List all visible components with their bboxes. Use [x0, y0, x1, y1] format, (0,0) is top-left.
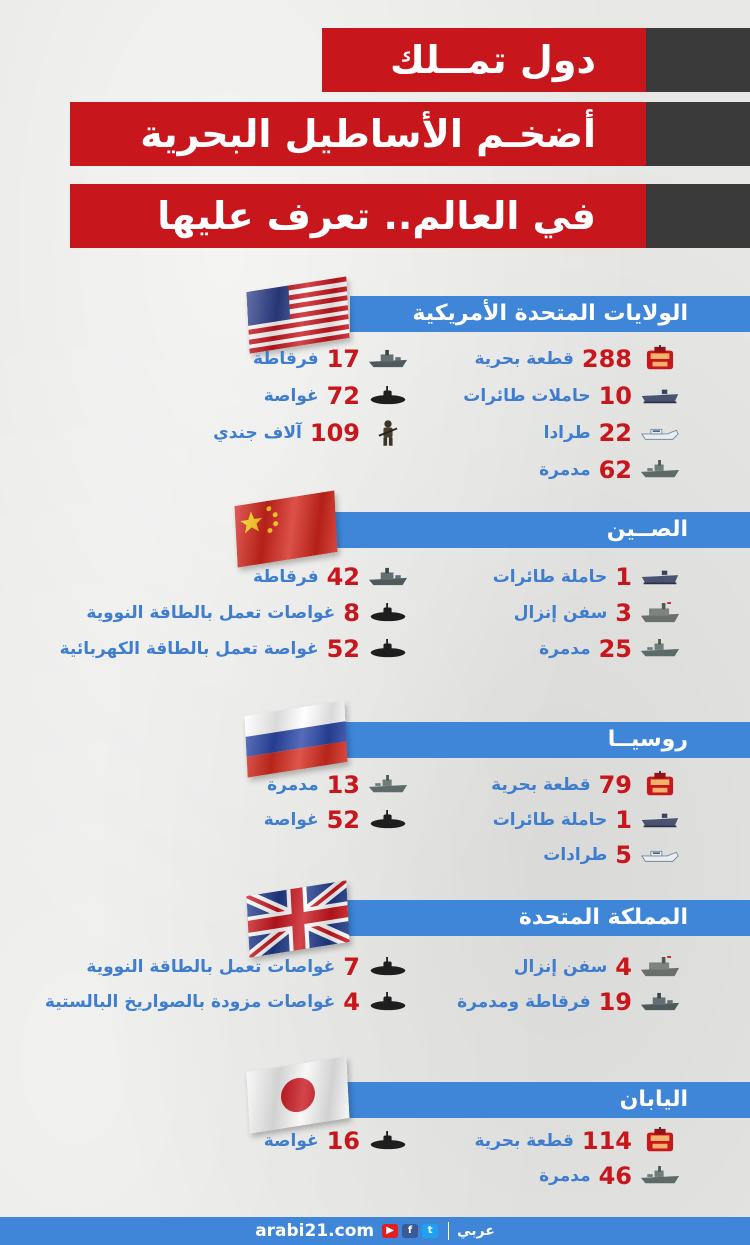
section-japan	[0, 1062, 750, 1202]
title-bar-accent	[646, 184, 750, 248]
stat-number: 3	[615, 599, 632, 627]
stat-label: طرادا	[543, 423, 591, 443]
section-usa	[0, 278, 750, 484]
stat-item	[543, 840, 682, 870]
stat-item	[539, 634, 682, 664]
title-bar-1	[322, 28, 750, 92]
destroyer-icon	[366, 770, 410, 800]
title-bar-3	[70, 184, 750, 248]
footer-bar	[0, 1217, 750, 1245]
stat-label: فرقاطة	[253, 349, 319, 369]
destroyer-icon	[638, 455, 682, 485]
stat-label: غواصات تعمل بالطاقة النووية	[86, 603, 336, 623]
site-url[interactable]: arabi21.com	[255, 1221, 375, 1241]
ship-front-icon	[638, 344, 682, 374]
stat-number: 79	[598, 771, 632, 799]
uk-flag-icon	[246, 880, 349, 957]
stat-item	[457, 987, 682, 1017]
stat-item	[474, 344, 682, 374]
stat-item	[253, 344, 410, 374]
stat-label: مدمرة	[267, 775, 319, 795]
stat-label: آلاف جندي	[213, 423, 302, 443]
youtube-icon[interactable]: ▶	[382, 1224, 398, 1238]
submarine-icon	[366, 1126, 410, 1156]
country-banner-uk: المملكة المتحدة	[330, 900, 750, 936]
aircraft-carrier-icon	[638, 562, 682, 592]
stat-label: سفن إنزال	[513, 603, 608, 623]
stat-item	[86, 952, 410, 982]
stat-number: 62	[598, 456, 632, 484]
japan-flag-icon	[246, 1056, 349, 1133]
stat-label: مدمرة	[539, 460, 591, 480]
stat-item	[514, 952, 682, 982]
stat-item	[213, 418, 410, 448]
country-banner-russia: روسيــا	[330, 722, 750, 758]
title-bar-accent	[646, 102, 750, 166]
stat-number: 4	[343, 988, 360, 1016]
stat-item	[491, 770, 682, 800]
title-bar-accent	[646, 28, 750, 92]
stat-label: غواصات مزودة بالصواريخ البالستية	[44, 992, 336, 1012]
stat-number: 10	[598, 382, 632, 410]
stat-label: غواصة تعمل بالطاقة الكهربائية	[59, 639, 319, 659]
country-banner-china: الصــين	[330, 512, 750, 548]
stat-item	[493, 805, 682, 835]
aircraft-carrier-icon	[638, 805, 682, 835]
stat-label: غواصة	[263, 386, 319, 406]
soldier-icon	[366, 418, 410, 448]
stat-item	[463, 381, 682, 411]
stat-number: 109	[309, 419, 360, 447]
stat-number: 114	[581, 1127, 632, 1155]
landing-ship-icon	[638, 952, 682, 982]
usa-flag-icon	[246, 276, 349, 353]
title-line-3: في العالم.. تعرف عليها	[70, 184, 646, 248]
frigate-icon	[366, 562, 410, 592]
submarine-icon	[366, 805, 410, 835]
footer-divider	[448, 1222, 449, 1240]
stat-number: 7	[343, 953, 360, 981]
cruiser-icon	[638, 840, 682, 870]
submarine-icon	[366, 634, 410, 664]
stat-number: 4	[615, 953, 632, 981]
cruiser-icon	[638, 418, 682, 448]
stat-item	[539, 1161, 682, 1191]
ship-front-icon	[638, 1126, 682, 1156]
brand-logo: عربي	[457, 1223, 495, 1239]
ship-front-icon	[638, 770, 682, 800]
stat-number: 46	[598, 1162, 632, 1190]
submarine-icon	[366, 381, 410, 411]
destroyer-icon	[638, 634, 682, 664]
stat-number: 25	[598, 635, 632, 663]
stat-item	[544, 418, 682, 448]
stat-item	[264, 1126, 410, 1156]
submarine-icon	[366, 952, 410, 982]
stat-number: 16	[326, 1127, 360, 1155]
stat-number: 1	[615, 563, 632, 591]
section-china	[0, 496, 750, 666]
stat-item	[539, 455, 682, 485]
title-line-1: دول تمــلك	[322, 28, 646, 92]
title-bar-2	[70, 102, 750, 166]
stat-number: 52	[326, 635, 360, 663]
stat-number: 17	[326, 345, 360, 373]
stat-item	[60, 634, 410, 664]
stat-number: 42	[326, 563, 360, 591]
stat-label: غواصة	[263, 810, 319, 830]
russia-flag-icon	[244, 700, 347, 777]
stat-item	[514, 598, 682, 628]
stat-number: 1	[615, 806, 632, 834]
stat-item	[267, 770, 410, 800]
stat-item	[86, 598, 410, 628]
stat-number: 288	[581, 345, 632, 373]
stat-number: 72	[326, 382, 360, 410]
title-line-2: أضخـم الأساطيل البحرية	[70, 102, 646, 166]
stat-number: 8	[343, 599, 360, 627]
submarine-icon	[366, 987, 410, 1017]
stat-item	[474, 1126, 682, 1156]
stat-item	[493, 562, 682, 592]
stat-number: 52	[326, 806, 360, 834]
aircraft-carrier-icon	[638, 381, 682, 411]
stat-item	[253, 562, 410, 592]
china-flag-icon	[234, 490, 337, 567]
stat-number: 5	[615, 841, 632, 869]
stat-item	[264, 805, 410, 835]
stat-label: قطعة بحرية	[474, 1131, 574, 1151]
landing-ship-icon	[638, 598, 682, 628]
country-banner-usa: الولايات المتحدة الأمريكية	[350, 296, 750, 332]
stat-number: 13	[326, 771, 360, 799]
stat-label: حاملة طائرات	[492, 810, 608, 830]
facebook-icon[interactable]: f	[402, 1224, 418, 1238]
stat-label: حاملة طائرات	[492, 567, 608, 587]
stat-label: قطعة بحرية	[491, 775, 591, 795]
stat-label: حاملات طائرات	[463, 386, 591, 406]
twitter-icon[interactable]: t	[422, 1224, 438, 1238]
stat-number: 19	[598, 988, 632, 1016]
stat-label: سفن إنزال	[513, 957, 608, 977]
section-uk	[0, 886, 750, 1046]
stat-label: فرقاطة ومدمرة	[457, 992, 591, 1012]
section-russia	[0, 706, 750, 876]
frigate-icon	[638, 987, 682, 1017]
stat-label: طرادات	[543, 845, 608, 865]
stat-item	[264, 381, 410, 411]
stat-label: فرقاطة	[253, 567, 319, 587]
stat-label: غواصات تعمل بالطاقة النووية	[86, 957, 336, 977]
country-banner-japan: اليابان	[340, 1082, 750, 1118]
frigate-icon	[366, 344, 410, 374]
destroyer-icon	[638, 1161, 682, 1191]
stat-label: قطعة بحرية	[474, 349, 574, 369]
stat-label: مدمرة	[539, 639, 591, 659]
stat-label: مدمرة	[539, 1166, 591, 1186]
submarine-icon	[366, 598, 410, 628]
stat-label: غواصة	[263, 1131, 319, 1151]
stat-item	[45, 987, 410, 1017]
stat-number: 22	[598, 419, 632, 447]
